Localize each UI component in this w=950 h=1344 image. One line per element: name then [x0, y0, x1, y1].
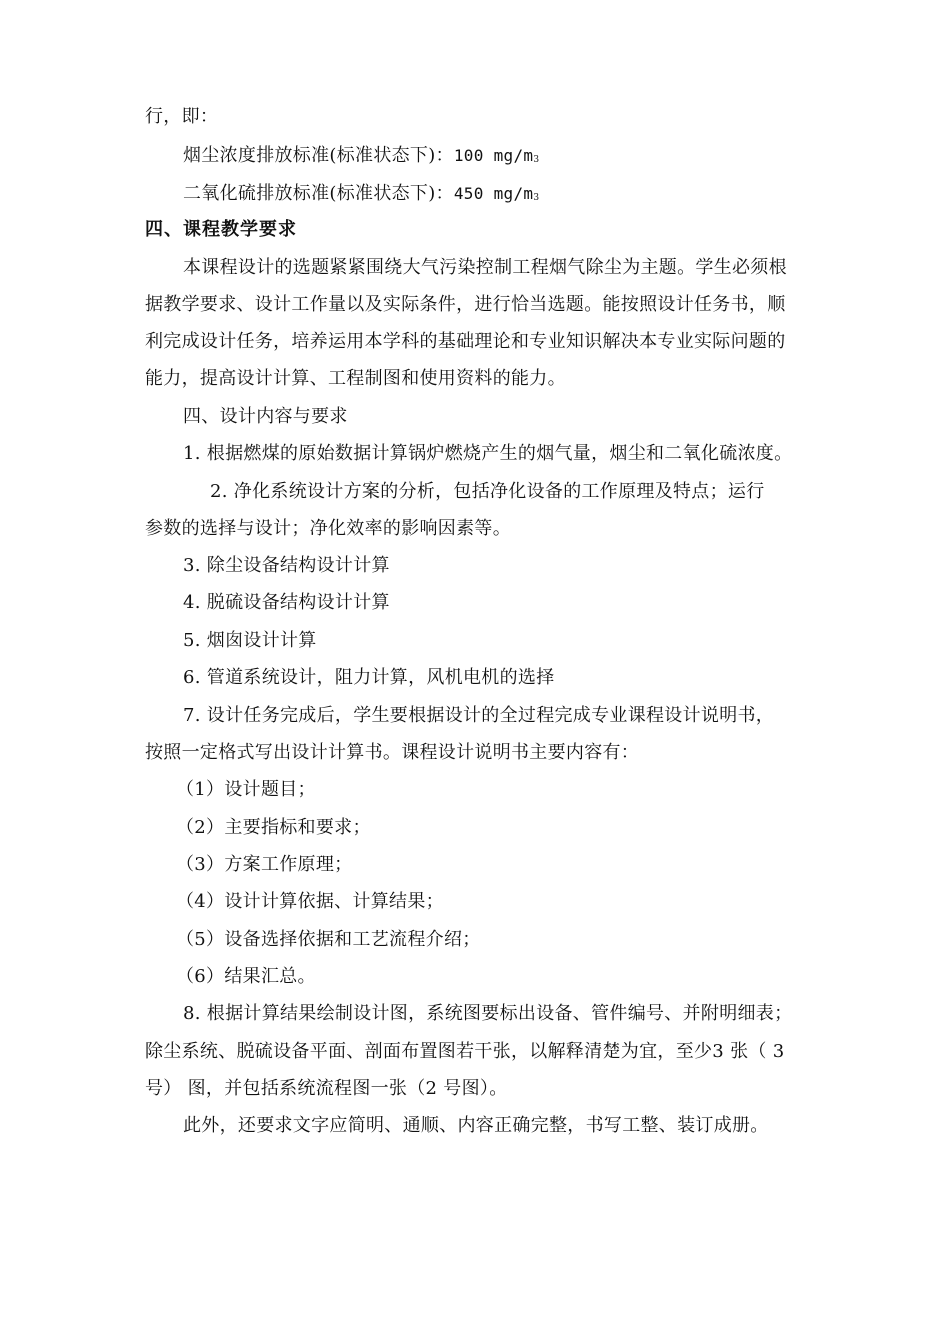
- dust-standard-value: 100 mg/m: [453, 146, 534, 165]
- list-item: 6. 管道系统设计，阻力计算，风机电机的选择: [183, 667, 555, 688]
- text-line: 行，即：: [145, 106, 219, 127]
- list-item: 8. 根据计算结果绘制设计图，系统图要标出设备、管件编号、并附明细表；: [183, 1003, 793, 1024]
- list-item-continuation: 参数的选择与设计；净化效率的影响因素等。: [145, 518, 511, 539]
- so2-standard-value: 450 mg/m: [453, 184, 534, 203]
- list-item: 2. 净化系统设计方案的分析，包括净化设备的工作原理及特点；运行: [210, 481, 765, 502]
- list-item: 1. 根据燃煤的原始数据计算锅炉燃烧产生的烟气量，烟尘和二氧化硫浓度。: [183, 443, 793, 464]
- paragraph-line: 据教学要求、设计工作量以及实际条件，进行恰当选题。能按照设计任务书，顺: [145, 294, 786, 315]
- subsection-title: 四、设计内容与要求: [183, 406, 348, 427]
- list-item: 5. 烟囱设计计算: [183, 630, 317, 651]
- sub-list-item: （1）设计题目；: [176, 779, 316, 800]
- dust-emission-standard: [183, 144, 539, 172]
- so2-standard-label: 二氧化硫排放标准(标准状态下)：: [183, 183, 454, 204]
- section-heading: 四、课程教学要求: [145, 219, 297, 240]
- closing-paragraph: 此外，还要求文字应简明、通顺、内容正确完整，书写工整、装订成册。: [183, 1115, 769, 1136]
- paragraph-line: 利完成设计任务，培养运用本学科的基础理论和专业知识解决本专业实际问题的: [145, 331, 786, 352]
- list-item: 3. 除尘设备结构设计计算: [183, 555, 390, 576]
- paragraph-line: 能力，提高设计计算、工程制图和使用资料的能力。: [145, 368, 566, 389]
- list-item-continuation: 按照一定格式写出设计计算书。课程设计说明书主要内容有：: [145, 742, 640, 763]
- sub-list-item: （3）方案工作原理；: [176, 854, 353, 875]
- list-item: 4. 脱硫设备结构设计计算: [183, 592, 390, 613]
- list-item-continuation: 号） 图，并包括系统流程图一张（2 号图）。: [145, 1078, 508, 1099]
- sub-list-item: （2）主要指标和要求；: [176, 817, 371, 838]
- list-item: 7. 设计任务完成后，学生要根据设计的全过程完成专业课程设计说明书，: [183, 705, 775, 726]
- dust-standard-label: 烟尘浓度排放标准(标准状态下)：: [183, 145, 454, 166]
- list-item-continuation: 除尘系统、脱硫设备平面、剖面布置图若干张，以解释清楚为宜，至少3 张（ 3: [145, 1041, 785, 1062]
- so2-emission-standard: [183, 182, 539, 210]
- unit-exponent: 3: [533, 155, 540, 165]
- paragraph-line: 本课程设计的选题紧紧围绕大气污染控制工程烟气除尘为主题。学生必须根: [183, 257, 787, 278]
- sub-list-item: （5）设备选择依据和工艺流程介绍；: [176, 929, 481, 950]
- sub-list-item: （6）结果汇总。: [176, 966, 316, 987]
- sub-list-item: （4）设计计算依据、计算结果；: [176, 891, 444, 912]
- unit-exponent: 3: [533, 193, 540, 203]
